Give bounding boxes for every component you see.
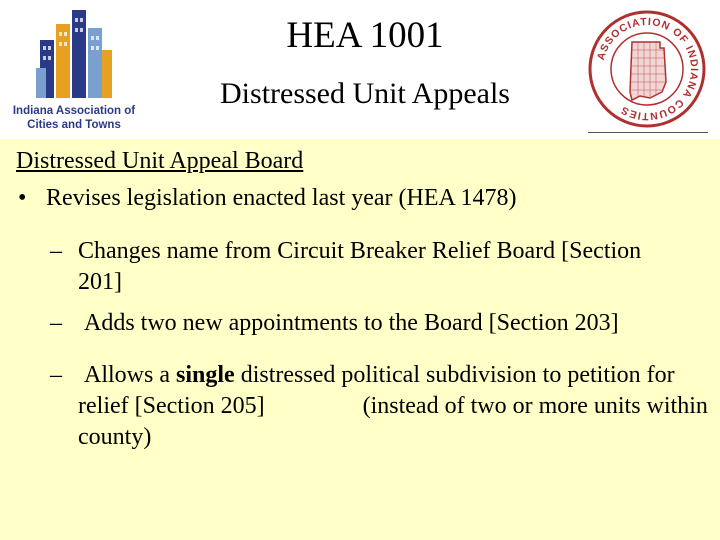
sub-item-3-aside: (instead of two or more units within county) <box>78 393 708 450</box>
aic-seal-logo <box>588 10 706 128</box>
dash-mark: – <box>50 310 62 336</box>
sub-item-1 <box>50 236 714 298</box>
dash-mark: – <box>50 362 62 388</box>
iact-logo-line2: Cities and Towns <box>27 119 121 131</box>
sub-item-3-post: distressed political subdivision to petition for relief [Section 205] <box>78 362 675 419</box>
sub-item-2-text: Adds two new appointments to the Board [Section 203] <box>84 310 619 336</box>
page-subtitle: Distressed Unit Appeals <box>220 77 510 110</box>
dash-mark: – <box>50 238 62 264</box>
indiana-counties-map-icon <box>630 42 666 100</box>
iact-logo-text <box>4 104 144 132</box>
section-heading: Distressed Unit Appeal Board <box>16 148 304 174</box>
seal-underline <box>588 132 708 133</box>
seal-ring-text: ASSOCIATION OF INDIANA COUNTIES <box>594 15 701 123</box>
slide-body <box>0 139 720 540</box>
sub-item-2 <box>50 308 714 339</box>
slide-header <box>0 0 720 138</box>
sub-item-3-pre: Allows a <box>84 362 176 388</box>
sub-item-3-text <box>78 360 714 453</box>
sub-item-1-text: Changes name from Circuit Breaker Relief Board [Section 201] <box>78 238 642 295</box>
bullet-mark: • <box>18 185 27 211</box>
iact-logo <box>4 6 144 134</box>
bullet-text: Revises legislation enacted last year (HEA 1478) <box>46 185 517 211</box>
sub-item-3 <box>50 360 714 453</box>
emphasis-single: single <box>176 362 235 388</box>
bullet-item <box>18 184 517 212</box>
page-title: HEA 1001 <box>286 15 444 56</box>
iact-logo-line1: Indiana Association of <box>12 105 136 117</box>
city-buildings-icon <box>34 6 114 100</box>
